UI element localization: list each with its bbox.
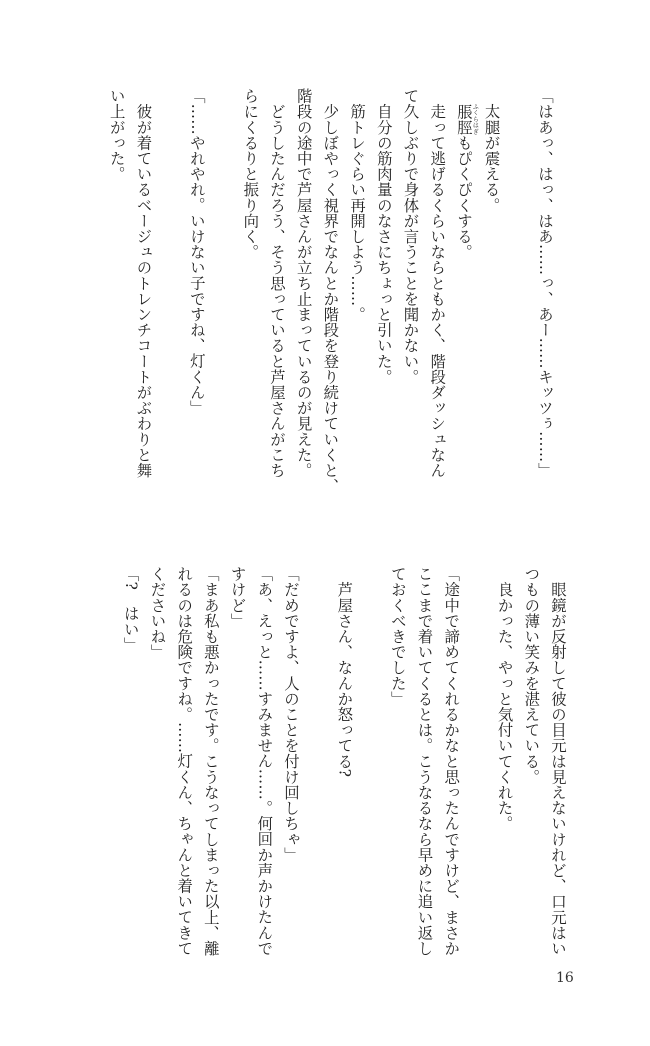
ruby-reading: ふくらはぎ [471, 103, 479, 135]
text-line: い上がった。 [107, 88, 126, 182]
ruby-base: 脹脛 [454, 103, 473, 135]
text-line: 「まあ私も悪かったです。こうなってしまった以上、離 [201, 566, 220, 956]
text-line: 「あ、えっと……すみません……。何回か声かけたんで [255, 566, 274, 956]
blank-line [357, 566, 384, 966]
text-line: 筋トレぐらい再開しよう……。 [348, 88, 367, 322]
blank-line [505, 88, 532, 508]
ruby-line-rest: もぴくぴくする。 [454, 134, 473, 260]
text-line: 「……やれやれ。いけない子ですね、灯くん」 [187, 88, 206, 416]
text-line: 「? はい」 [121, 566, 140, 653]
text-line: 自分の筋肉量のなさにちょっと引いた。 [374, 88, 393, 385]
blank-line [464, 566, 491, 966]
text-line-with-ruby [450, 88, 478, 508]
bottom-text-block [117, 566, 571, 966]
text-line: 芦屋さん、なんか怒ってる? [335, 566, 354, 778]
blank-line [156, 88, 183, 508]
text-line: 眼鏡が反射して彼の目元は見えないけれど、口元はい [549, 566, 567, 956]
blank-line [304, 566, 331, 966]
text-line: て久しぶりで身体が言うことを聞かない。 [401, 88, 420, 385]
text-line: 階段の途中で芦屋さんが立ち止まっているのが見えた。 [294, 88, 313, 478]
ruby-word [454, 103, 479, 135]
text-line: 太腿が震える。 [482, 88, 501, 213]
text-line: 「だめですよ、人のことを付け回しちゃ」 [281, 566, 300, 863]
text-line: 彼が着ているベージュのトレンチコートがぶわりと舞 [134, 88, 153, 478]
text-line: 良かった、やっと気付いてくれた。 [495, 566, 514, 832]
text-line: つもの薄い笑みを湛えている。 [522, 566, 541, 785]
text-line: どうしたんだろう、そう思っていると芦屋さんがこち [267, 88, 286, 478]
indent [455, 88, 473, 104]
blank-line [210, 88, 237, 508]
text-line: れるのは危険ですね。……灯くん、ちゃんと着いてきて [175, 566, 194, 956]
text-line: らにくるりと振り向く。 [241, 88, 260, 260]
text-line: 「はあっ、はっ、はあ……っ、あー……キッツぅ……」 [536, 88, 554, 478]
text-line: すけど」 [228, 566, 247, 629]
page-number: 16 [556, 970, 574, 986]
text-line: ておくべきでした」 [388, 566, 407, 707]
text-line: 「途中で諦めてくれるかなと思ったんですけど、まさか [442, 566, 461, 956]
text-line: くださいね」 [148, 566, 167, 660]
top-text-block [103, 88, 558, 508]
text-line: ここまで着いてくるとは。こうなるなら早めに追い返し [415, 566, 434, 956]
text-line: 走って逃げるくらいならともかく、階段ダッシュなん [428, 88, 447, 478]
text-line: 少しぼやっく視界でなんとか階段を登り続けていくと、 [321, 88, 340, 494]
